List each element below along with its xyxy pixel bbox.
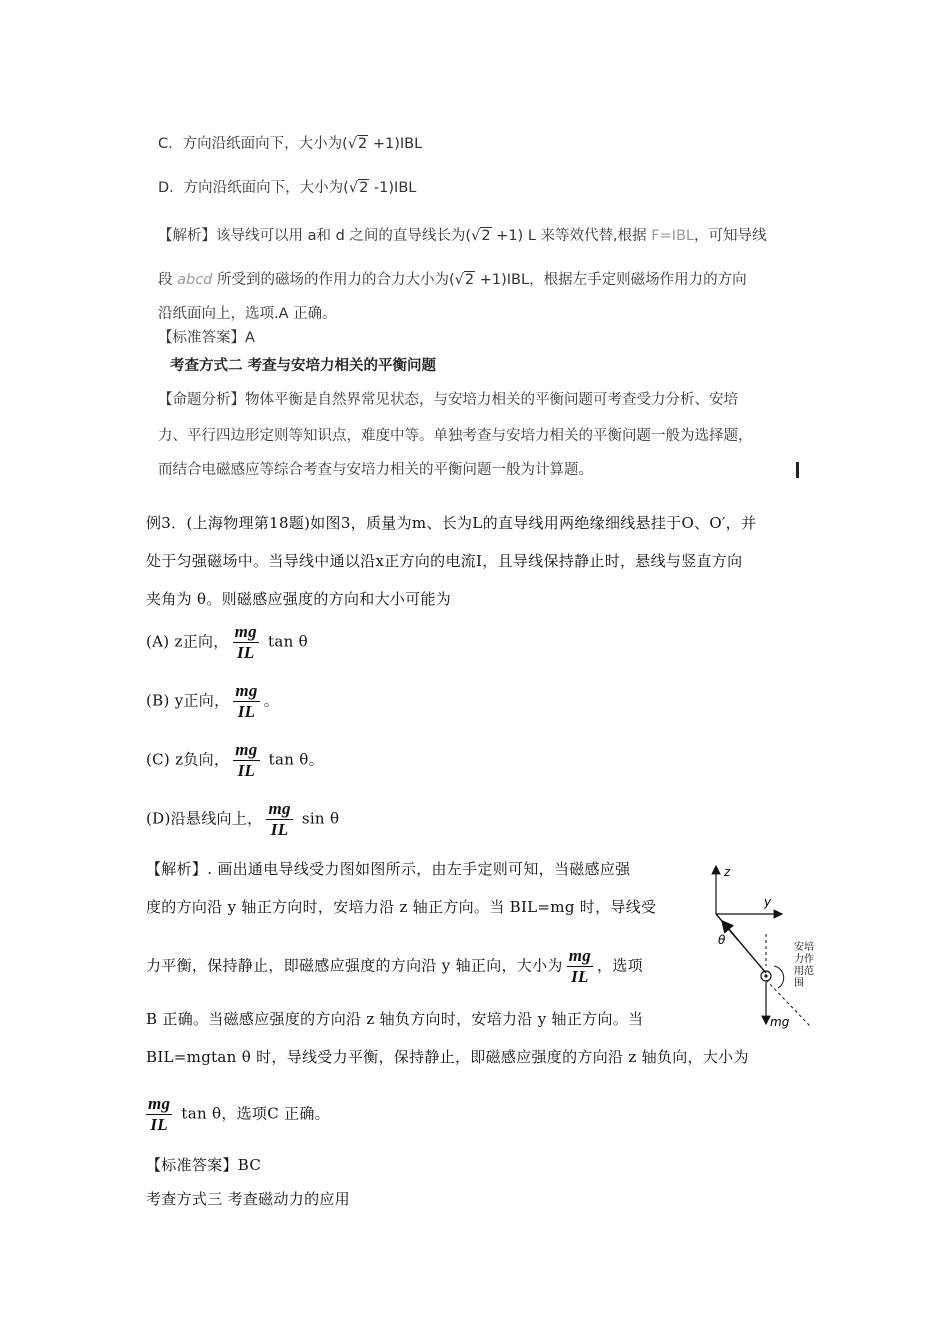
option-label: (A) z正向， [146, 632, 229, 651]
solution-line3 [146, 946, 643, 987]
text-segment: ，选项 [597, 956, 643, 975]
option-tail: tan θ [262, 632, 308, 651]
force-diagram [700, 856, 820, 1036]
option-d-prefix: D．方向沿纸面向下，大小为( [158, 180, 349, 196]
scan-answer: 【标准答案】A [158, 330, 255, 346]
option-a [146, 622, 308, 663]
sqrt-symbol: √2 [471, 228, 491, 244]
solution-line1: 【解析】. 画出通电导线受力图如图所示，由左手定则可知，当磁感应强 [146, 860, 631, 878]
mingti-line1 [158, 388, 738, 409]
text-segment: ，可知导线 [694, 228, 767, 244]
option-c-suffix: +1)IBL [368, 136, 423, 152]
option-b [146, 681, 279, 722]
range-label-3: 用范 [794, 966, 814, 977]
text-segment: +1) L 来等效代替,根据 [491, 228, 652, 244]
option-c [158, 132, 422, 153]
option-tail: tan θ。 [263, 750, 324, 769]
option-label: (D)沿悬线向上， [146, 809, 263, 828]
mingti-line3: 而结合电磁感应等综合考查与安培力相关的平衡问题一般为计算题。 [158, 462, 593, 478]
mingti-line2: 力、平行四边形定则等知识点，难度中等。单独考查与安培力相关的平衡问题一般为选择题， [158, 428, 753, 444]
sqrt-symbol: √2 [454, 272, 475, 288]
current-dot [764, 974, 767, 977]
scan-analysis-line1 [158, 224, 767, 245]
scan-analysis-line3: 沿纸面向上，选项.A 正确。 [158, 306, 337, 322]
option-label: (C) z负向， [146, 750, 230, 769]
fraction: $\frac{mg}{IL}$ [235, 681, 258, 721]
option-tail: 。 [263, 691, 280, 710]
fraction: $\frac{mg}{IL}$ [568, 946, 592, 986]
sqrt-symbol: √2 [348, 180, 369, 196]
z-axis-label: z [724, 865, 731, 879]
section-heading-3: 考查方式三 考查磁动力的应用 [146, 1190, 350, 1208]
text-segment: tan θ，选项C 正确。 [176, 1104, 330, 1123]
solution-answer: 【标准答案】BC [146, 1156, 262, 1174]
sqrt-symbol: √2 [347, 136, 368, 152]
range-arc [774, 966, 784, 988]
option-c-prefix: C．方向沿纸面向下，大小为( [158, 136, 348, 152]
fraction: $\frac{mg}{IL}$ [148, 1094, 171, 1134]
solution-line4: B 正确。当磁感应强度的方向沿 z 轴负方向时，安培力沿 y 轴正方向。当 [146, 1010, 644, 1028]
text-segment: 所受到的磁场的作用力的合力大小为( [212, 272, 455, 288]
option-tail: sin θ [296, 809, 340, 828]
fraction: $\frac{mg}{IL}$ [234, 622, 257, 662]
scan-analysis-line2 [158, 268, 747, 289]
mg-label: mg [770, 1015, 790, 1029]
range-label-2: 力作 [794, 954, 814, 965]
y-axis-label: y [764, 895, 772, 909]
section-heading-2: 考查方式二 考查与安培力相关的平衡问题 [170, 358, 437, 374]
solution-line2: 度的方向沿 y 轴正方向时，安培力沿 z 轴正方向。当 BIL=mg 时，导线受 [146, 898, 657, 916]
formula-faint: abcd [177, 272, 213, 288]
example-line2: 处于匀强磁场中。当导线中通以沿x正方向的电流I，且导线保持静止时，悬线与竖直方向 [146, 552, 743, 570]
fraction: $\frac{mg}{IL}$ [235, 740, 258, 780]
fraction: $\frac{mg}{IL}$ [268, 799, 291, 839]
example-line3: 夹角为 θ。则磁感应强度的方向和大小可能为 [146, 590, 452, 608]
range-label-4: 围 [794, 978, 804, 989]
text-segment: 【解析】该导线可以用 a和 d 之间的直导线长为( [158, 228, 472, 244]
option-d-example [146, 799, 339, 840]
option-d [158, 176, 416, 197]
solution-line6 [146, 1094, 330, 1135]
text-segment: 力平衡，保持静止，即磁感应强度的方向沿 y 轴正向，大小为 [146, 956, 563, 975]
text-segment: 段 [158, 272, 178, 288]
range-label-1: 安培 [794, 942, 814, 953]
example-line1: 例3．(上海物理第18题)如图3，质量为m、长为L的直导线用两绝缘细线悬挂于O、O′，并 [146, 514, 757, 532]
option-d-suffix: -1)IBL [369, 180, 417, 196]
formula-faint: F=IBL [651, 228, 695, 244]
option-c-example [146, 740, 324, 781]
text-segment: 【命题分析】物体平衡是自然界常见状态，与安培力相关的平衡问题可考查受力分析、安培 [158, 392, 738, 408]
solution-line5: BIL=mgtan θ 时，导线受力平衡，保持静止，即磁感应强度的方向沿 z 轴负向，大小为 [146, 1048, 749, 1066]
text-cursor-mark [796, 462, 799, 478]
option-label: (B) y正向， [146, 691, 230, 710]
text-segment: +1)IBL，根据左手定则磁场作用力的方向 [475, 272, 747, 288]
theta-label: θ [718, 933, 726, 947]
